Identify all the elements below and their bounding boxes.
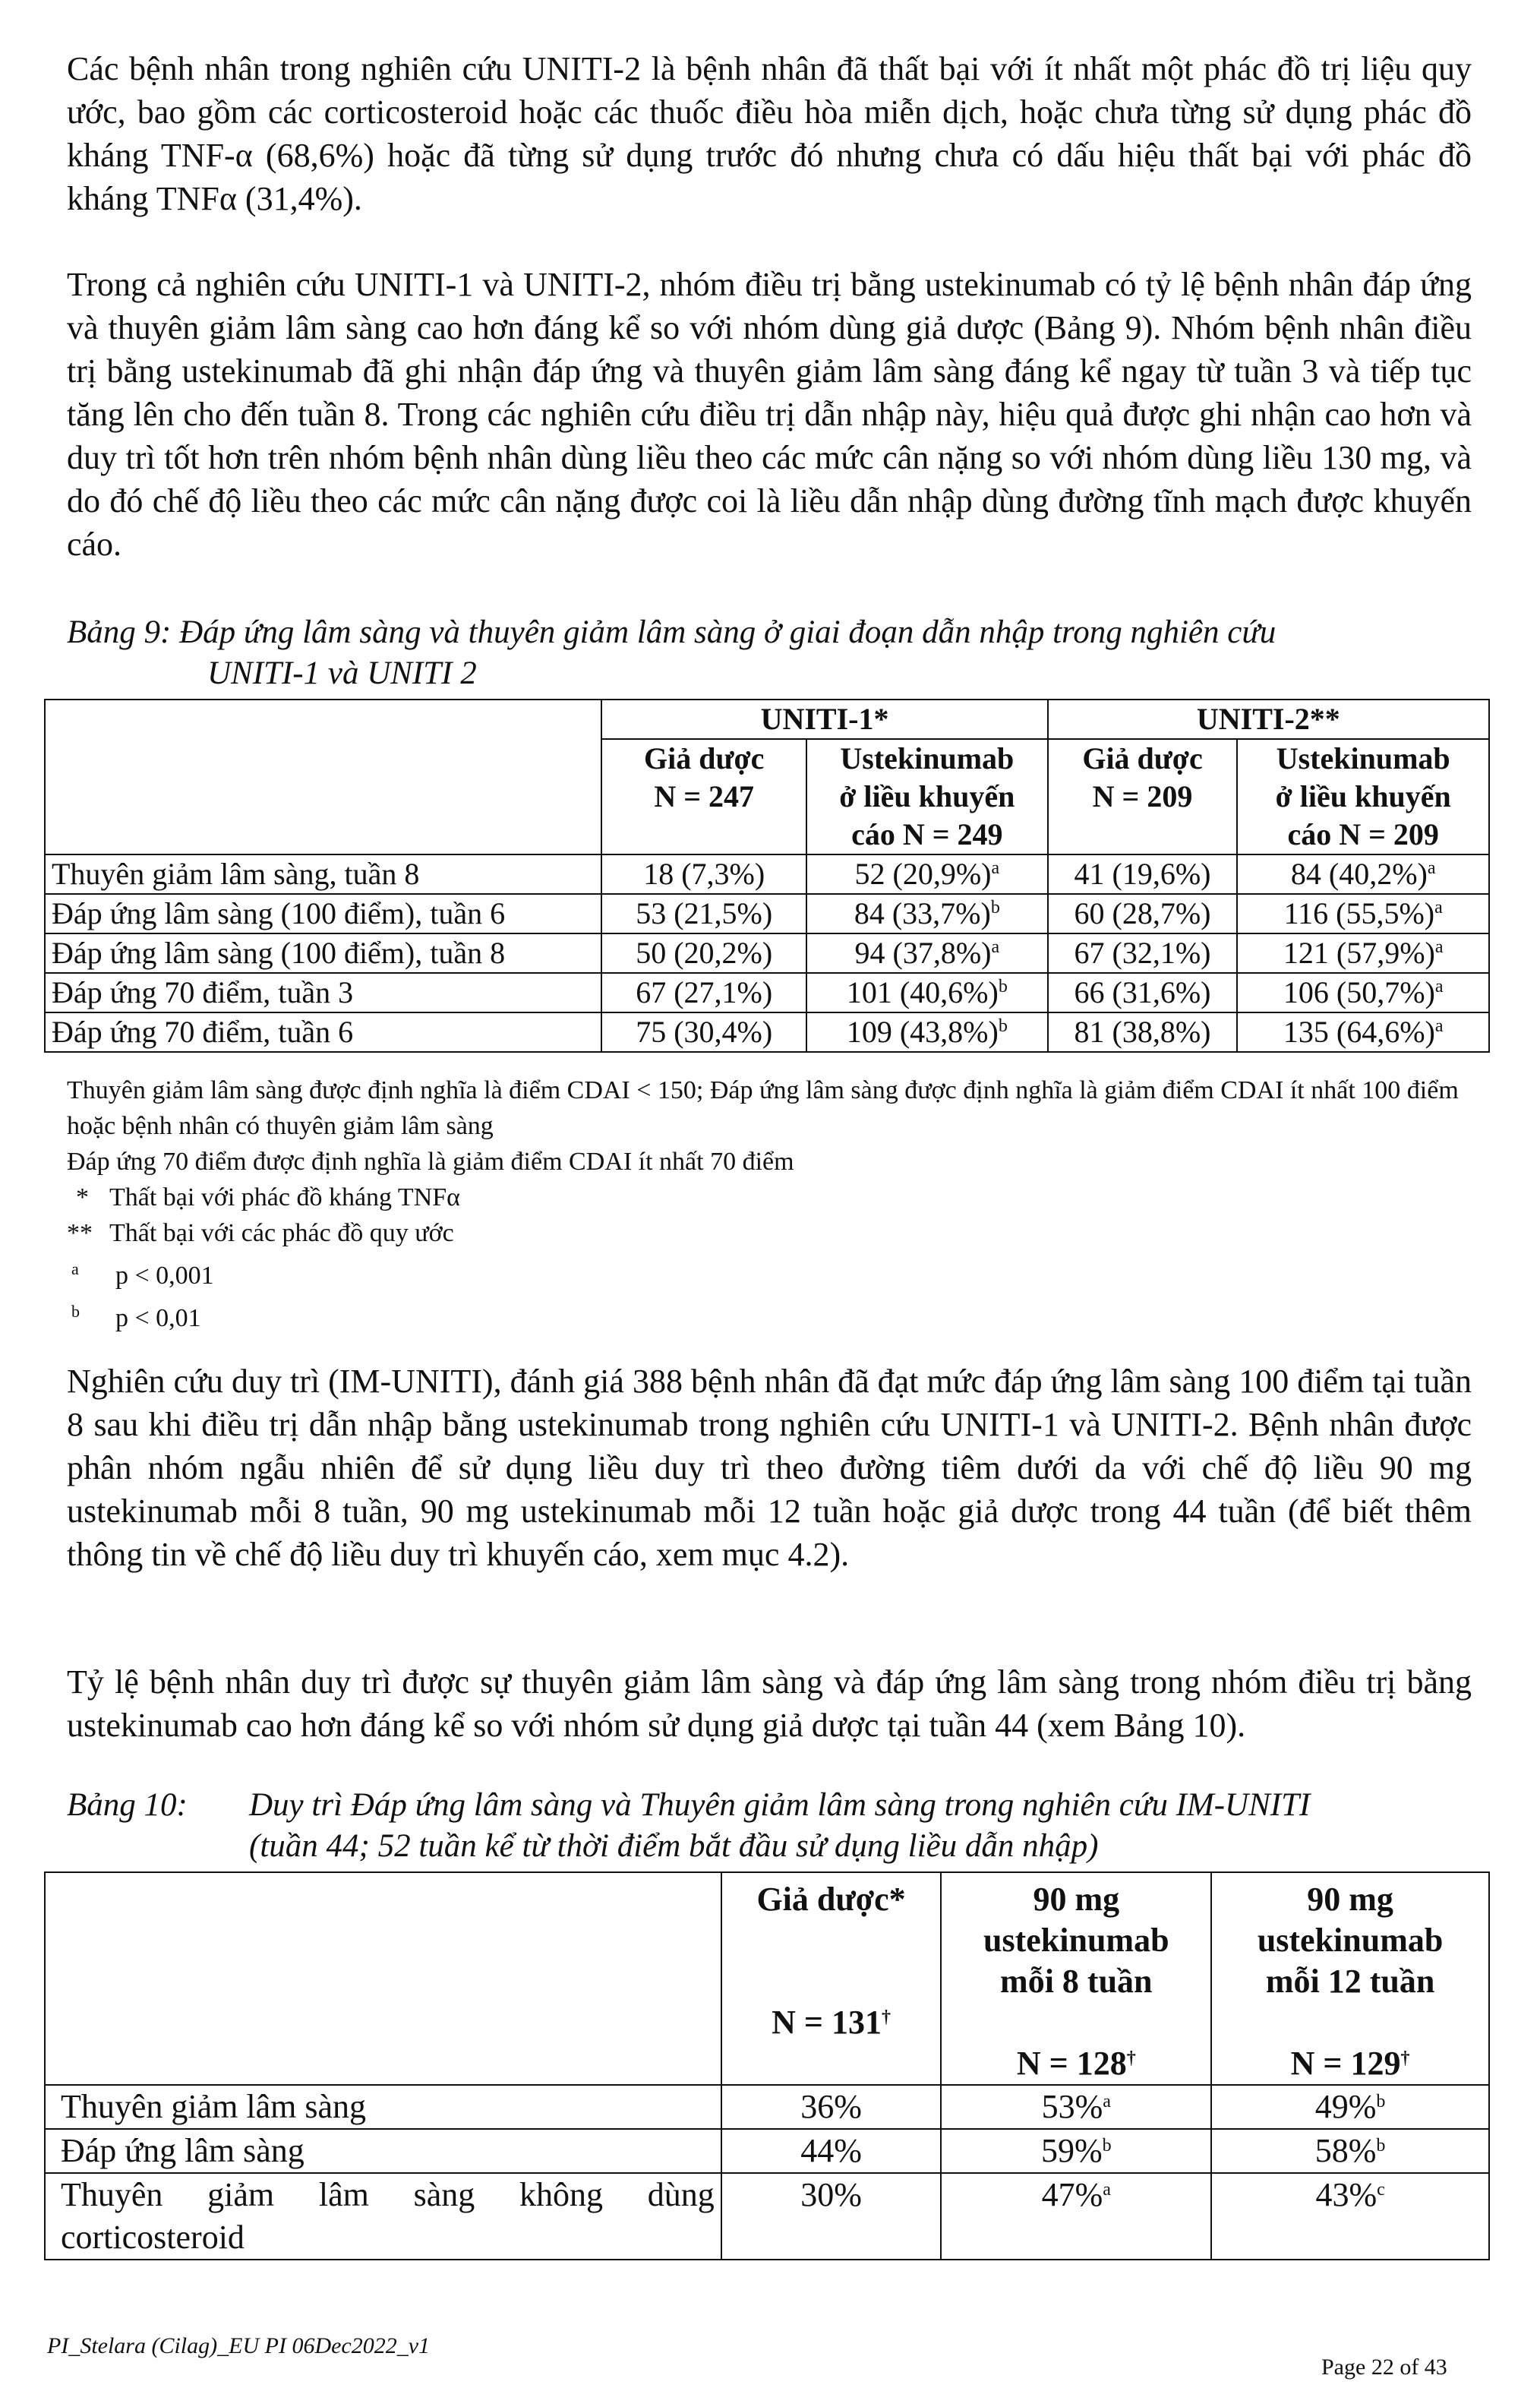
table10-caption (67, 1785, 1479, 1867)
table9-footnotes (67, 1072, 1502, 1336)
cell-value: 101 (40,6%) (846, 975, 999, 1009)
footnote-b (67, 1293, 1502, 1336)
cell-value: 116 (55,5%) (1283, 896, 1435, 930)
paragraph-maintenance-results: Tỷ lệ bệnh nhân duy trì được sự thuyên giảm lâm sàng và đáp ứng lâm sàng trong nhóm điều trị bằng ustekinumab cao hơn đáng kể so với nhóm sử dụng giả dược tại tuần 44 (xem Bảng 10). (67, 1663, 1472, 1744)
cell: 50 (20,2%) (601, 933, 806, 973)
cell (941, 2129, 1211, 2173)
table10-col-placebo (721, 1872, 942, 2085)
cell: 36% (721, 2085, 942, 2129)
row-label (45, 2173, 721, 2260)
cell (1237, 973, 1489, 1012)
footnote-text: p < 0,01 (115, 1304, 201, 1332)
footnote-symbol: a (71, 1259, 79, 1278)
table9-caption-cont: UNITI-1 và UNITI 2 (207, 655, 477, 691)
row-label: Đáp ứng lâm sàng (100 điểm), tuần 6 (45, 894, 601, 933)
cell-value: 49% (1314, 2088, 1377, 2125)
cell-sup: a (991, 858, 1000, 878)
cell-sup: a (1103, 2180, 1111, 2200)
table9-col-placebo2 (1048, 739, 1238, 854)
cell-value: 47% (1041, 2176, 1103, 2213)
cell (1237, 933, 1489, 973)
footnote-text: Thất bại với các phác đồ quy ước (109, 1219, 454, 1247)
table10 (44, 1871, 1490, 2260)
footnote-text: Thất bại với phác đồ kháng TNFα (109, 1183, 460, 1211)
footnote-symbol: b (71, 1302, 80, 1321)
table10-col-placebo-n: N = 131† (772, 2004, 891, 2041)
footnote-symbol: * (76, 1183, 89, 1211)
row-label: Thuyên giảm lâm sàng (45, 2085, 721, 2129)
row-label-line1: Thuyên giảm lâm sàng không dùng (61, 2176, 715, 2213)
cell (1237, 854, 1489, 894)
cell-value: 43% (1315, 2176, 1377, 2213)
cell (806, 933, 1048, 973)
table9-col-placebo2-n: N = 209 (1092, 779, 1193, 813)
table9-caption-text: Đáp ứng lâm sàng và thuyên giảm lâm sàng ở giai đoạn dẫn nhập trong nghiên cứu (179, 614, 1276, 650)
cell-value: 135 (64,6%) (1283, 1015, 1435, 1049)
cell (941, 2085, 1211, 2129)
cell-sup: c (1377, 2180, 1385, 2200)
cell (806, 894, 1048, 933)
footnote-text: p < 0,001 (115, 1262, 214, 1290)
table9-col-placebo2-name: Giả dược (1082, 741, 1203, 775)
cell-value: 59% (1040, 2132, 1103, 2169)
table10-caption-text: Duy trì Đáp ứng lâm sàng và Thuyên giảm lâm sàng trong nghiên cứu IM-UNITI (249, 1787, 1311, 1823)
table-row (45, 894, 1489, 933)
cell-value: 84 (40,2%) (1290, 857, 1428, 891)
table10-col-q8w-line2: ustekinumab (983, 1922, 1169, 1959)
cell-value: 58% (1314, 2132, 1377, 2169)
footnote-symbol: ** (67, 1219, 93, 1247)
table-row (45, 854, 1489, 894)
table10-col-q12w-line3: mỗi 12 tuần (1265, 1963, 1435, 2000)
table10-col-q12w-n: N = 129† (1290, 2045, 1410, 2082)
table9-corner-cell (45, 700, 601, 854)
cell: 67 (32,1%) (1048, 933, 1238, 973)
table9 (44, 699, 1490, 1053)
table10-corner-cell (45, 1872, 721, 2085)
table9-col-ustekinumab1-line2: ở liều khuyến (839, 779, 1015, 813)
cell-value: 94 (37,8%) (854, 936, 992, 970)
row-label: Thuyên giảm lâm sàng, tuần 8 (45, 854, 601, 894)
row-label-line2: corticosteroid (61, 2219, 245, 2256)
table10-col-q12w (1211, 1872, 1489, 2085)
table9-col-ustekinumab2 (1237, 739, 1489, 854)
cell-sup: b (998, 1016, 1008, 1036)
cell (1237, 894, 1489, 933)
table10-caption-label: Bảng 10: (67, 1787, 188, 1823)
table9-col-ustekinumab1 (806, 739, 1048, 854)
table9-col-placebo1 (601, 739, 806, 854)
row-label: Đáp ứng lâm sàng (100 điểm), tuần 8 (45, 933, 601, 973)
table9-group-uniti1: UNITI-1* (601, 700, 1047, 739)
cell-sup: a (1434, 898, 1443, 918)
cell: 44% (721, 2129, 942, 2173)
cell (1237, 1012, 1489, 1052)
table-row (45, 2129, 1489, 2173)
footer-document-id: PI_Stelara (Cilag)_EU PI 06Dec2022_v1 (47, 2333, 431, 2358)
cell: 81 (38,8%) (1048, 1012, 1238, 1052)
cell-sup: b (998, 977, 1008, 997)
cell (941, 2173, 1211, 2260)
table10-col-q8w-n: N = 128† (1016, 2045, 1136, 2082)
table9-group-uniti2: UNITI-2** (1048, 700, 1489, 739)
cell: 67 (27,1%) (601, 973, 806, 1012)
cell-sup: b (1376, 2136, 1386, 2156)
cell-value: 53% (1041, 2088, 1103, 2125)
table-row (45, 2173, 1489, 2260)
row-label: Đáp ứng 70 điểm, tuần 3 (45, 973, 601, 1012)
cell: 66 (31,6%) (1048, 973, 1238, 1012)
cell-sup: b (990, 898, 1000, 918)
cell: 60 (28,7%) (1048, 894, 1238, 933)
footer-page-number: Page 22 of 43 (1321, 2355, 1447, 2380)
cell: 30% (721, 2173, 942, 2260)
table9-col-ustekinumab2-line1: Ustekinumab (1276, 741, 1450, 775)
row-label: Đáp ứng lâm sàng (45, 2129, 721, 2173)
footnote-a (67, 1251, 1502, 1293)
table-row (45, 973, 1489, 1012)
cell (1211, 2173, 1489, 2260)
cell (1211, 2085, 1489, 2129)
table10-col-q8w-line1: 90 mg (1033, 1881, 1120, 1918)
footnote-star (67, 1180, 1502, 1215)
table-row (45, 933, 1489, 973)
table9-col-placebo1-n: N = 247 (654, 779, 755, 813)
table-row (45, 2085, 1489, 2129)
paragraph-uniti2-patients: Các bệnh nhân trong nghiên cứu UNITI-2 là bệnh nhân đã thất bại với ít nhất một phác đồ trị liệu quy ước, bao gồm các corticosteroid hoặc các thuốc điều hòa miễn dịch, hoặc chưa từng sử dụng phác đồ kháng TNF-α (68,6%) hoặc đã từng sử dụng trước đó nhưng chưa có dấu hiệu thất bại với phác đồ kháng TNFα (31,4%). (67, 50, 1472, 217)
table10-header-row (45, 1872, 1489, 2085)
cell (806, 1012, 1048, 1052)
table10-col-q8w (941, 1872, 1211, 2085)
footnote-definition-2: Đáp ứng 70 điểm được định nghĩa là giảm điểm CDAI ít nhất 70 điểm (67, 1148, 794, 1176)
table9-caption-label: Bảng 9: (67, 614, 172, 650)
cell (806, 973, 1048, 1012)
cell-sup: a (1103, 2092, 1111, 2111)
cell: 53 (21,5%) (601, 894, 806, 933)
cell-sup: a (1427, 858, 1436, 878)
footnote-definition-1: Thuyên giảm lâm sàng được định nghĩa là điểm CDAI < 150; Đáp ứng lâm sàng được định nghĩa là giảm điểm CDAI ít nhất 100 điểm hoặc bệnh nhân có thuyên giảm lâm sàng (67, 1076, 1459, 1140)
table9-col-ustekinumab1-line1: Ustekinumab (840, 741, 1015, 775)
cell-value: 121 (57,9%) (1283, 936, 1435, 970)
row-label: Đáp ứng 70 điểm, tuần 6 (45, 1012, 601, 1052)
cell-sup: a (1434, 937, 1444, 957)
cell: 75 (30,4%) (601, 1012, 806, 1052)
cell: 41 (19,6%) (1048, 854, 1238, 894)
paragraph-maintenance-study: Nghiên cứu duy trì (IM-UNITI), đánh giá 388 bệnh nhân đã đạt mức đáp ứng lâm sàng 100 điểm tại tuần 8 sau khi điều trị dẫn nhập bằng ustekinumab trong nghiên cứu UNITI-1 và UNITI-2. Bệnh nhân được phân nhóm ngẫu nhiên để sử dụng liều duy trì theo đường tiêm dưới da với chế độ liều 90 mg ustekinumab mỗi 8 tuần, 90 mg ustekinumab mỗi 12 tuần hoặc giả dược trong 44 tuần (để biết thêm thông tin về chế độ liều duy trì khuyến cáo, xem mục 4.2). (67, 1363, 1472, 1573)
cell-sup: a (1434, 977, 1444, 997)
paragraph-induction-results: Trong cả nghiên cứu UNITI-1 và UNITI-2, nhóm điều trị bằng ustekinumab có tỷ lệ bệnh nhân đáp ứng và thuyên giảm lâm sàng cao hơn đáng kể so với nhóm dùng giả dược (Bảng 9). Nhóm bệnh nhân điều trị bằng ustekinumab đã ghi nhận đáp ứng và thuyên giảm lâm sàng đáng kể ngay từ tuần 3 và tiếp tục tăng lên cho đến tuần 8. Trong các nghiên cứu điều trị dẫn nhập này, hiệu quả được ghi nhận cao hơn và duy trì tốt hơn trên nhóm bệnh nhân dùng liều theo các mức cân nặng so với nhóm dùng liều 130 mg, và do đó chế độ liều theo các mức cân nặng được coi là liều dẫn nhập dùng đường tĩnh mạch được khuyến cáo. (67, 266, 1472, 563)
table10-col-q12w-line1: 90 mg (1307, 1881, 1393, 1918)
cell-value: 84 (33,7%) (854, 896, 991, 930)
table10-col-q8w-line3: mỗi 8 tuần (1000, 1963, 1153, 2000)
table10-col-placebo-name: Giả dược* (756, 1881, 906, 1918)
table9-col-ustekinumab1-line3: cáo N = 249 (851, 817, 1003, 851)
cell-sup: b (1376, 2092, 1386, 2111)
table9-col-placebo1-name: Giả dược (644, 741, 765, 775)
table-row (45, 1012, 1489, 1052)
table10-col-q12w-line2: ustekinumab (1257, 1922, 1444, 1959)
cell-sup: b (1102, 2136, 1112, 2156)
table9-caption (67, 612, 1479, 694)
cell (806, 854, 1048, 894)
cell-value: 106 (50,7%) (1283, 975, 1435, 1009)
footnote-double-star (67, 1215, 1502, 1251)
cell-sup: a (991, 937, 1000, 957)
cell-value: 52 (20,9%) (854, 857, 992, 891)
cell-sup: a (1434, 1016, 1444, 1036)
table9-col-ustekinumab2-line3: cáo N = 209 (1287, 817, 1439, 851)
cell-value: 109 (43,8%) (846, 1015, 999, 1049)
table9-col-ustekinumab2-line2: ở liều khuyến (1275, 779, 1451, 813)
table9-group-header-row (45, 700, 1489, 739)
cell (1211, 2129, 1489, 2173)
cell: 18 (7,3%) (601, 854, 806, 894)
table10-caption-cont: (tuần 44; 52 tuần kể từ thời điểm bắt đầu sử dụng liều dẫn nhập) (249, 1828, 1099, 1864)
